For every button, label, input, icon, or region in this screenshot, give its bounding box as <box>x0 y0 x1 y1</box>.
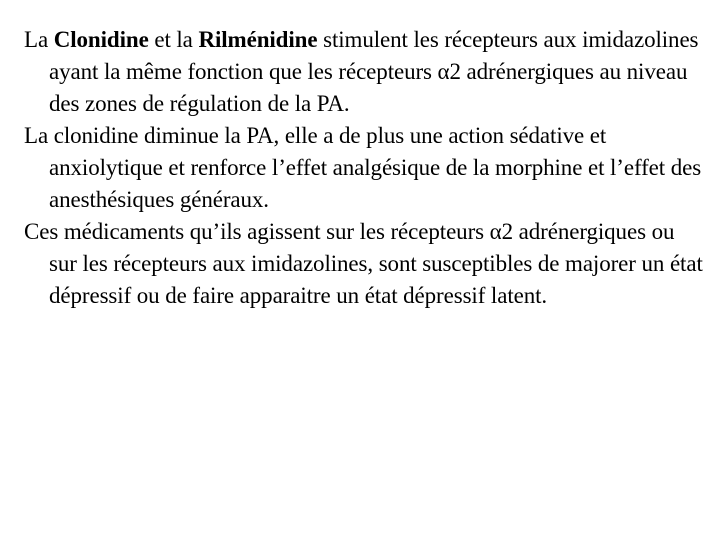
drug-name-clonidine: Clonidine <box>53 27 149 52</box>
text-segment: et la <box>148 27 199 52</box>
text-segment: La clonidine diminue la PA, elle a de plus une action sédative et anxiolytique et renforce l’effet analgésique de la morphine et l’effet des anesthésiques généraux. <box>24 123 702 212</box>
text-segment: stimulent les récepteurs aux imidazolines ayant la même fonction que les récepteurs α2 adrénergiques au niveau des zones de régulation de la PA. <box>49 27 699 116</box>
text-segment: Ces médicaments qu’ils agissent sur les récepteurs α2 adrénergiques ou sur les récepteurs aux imidazolines, sont susceptibles de majorer un état dépressif ou de faire apparaitre un état dépressif latent. <box>24 219 703 308</box>
drug-name-rilmenidine: Rilménidine <box>198 27 318 52</box>
paragraph-clonidine-effects <box>24 120 704 216</box>
paragraph-depression-risk <box>24 216 704 312</box>
paragraph-clonidine-rilmenidine <box>24 24 704 120</box>
text-segment: La <box>24 27 54 52</box>
slide-body <box>24 24 704 312</box>
